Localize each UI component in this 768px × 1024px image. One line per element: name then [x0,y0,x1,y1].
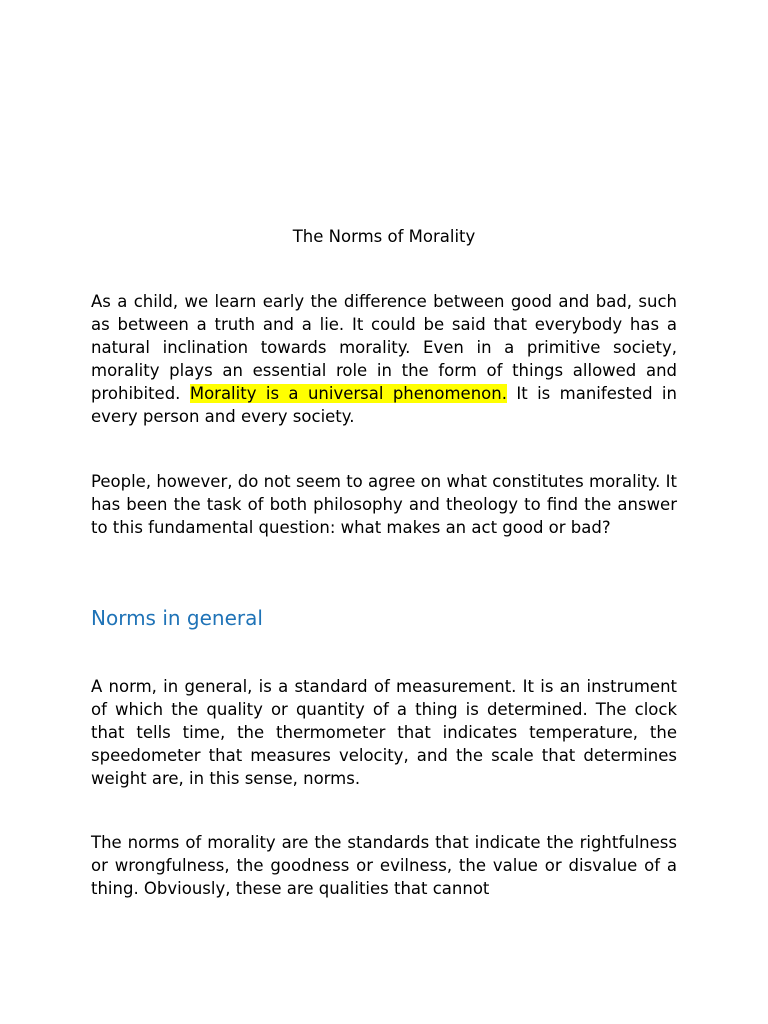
paragraph-norms-of-morality: The norms of morality are the standards that indicate the rightfulness or wrongfulness, the goodness or evilness, the value or disvalue of a thing. Obviously, these are qualities that cannot [91,833,677,898]
section-heading: Norms in general [91,606,263,630]
paragraph-disagreement: People, however, do not seem to agree on what constitutes morality. It has been the task of both philosophy and theology to find the answer to this fundamental question: what makes an act good or bad? [91,472,677,537]
paragraph-intro-text-end: It is manifested in every person and every society. [91,384,677,426]
highlighted-sentence: Morality is a universal phenomenon. [189,384,507,403]
paragraph-intro [91,290,677,428]
paragraph-intro-text-start: As a child, we learn early the difference between good and bad, such as between a truth and a lie. It could be said that everybody has a natural inclination towards morality. Even in a primitive society, morality plays an essential role in the form of things allowed and prohibited. [91,292,677,403]
document-title: The Norms of Morality [292,227,476,246]
paragraph-norm-definition: A norm, in general, is a standard of measurement. It is an instrument of which the quality or quantity of a thing is determined. The clock that tells time, the thermometer that indicates temperature, the speedometer that measures velocity, and the scale that determines weight are, in this sense, norms. [91,677,677,788]
